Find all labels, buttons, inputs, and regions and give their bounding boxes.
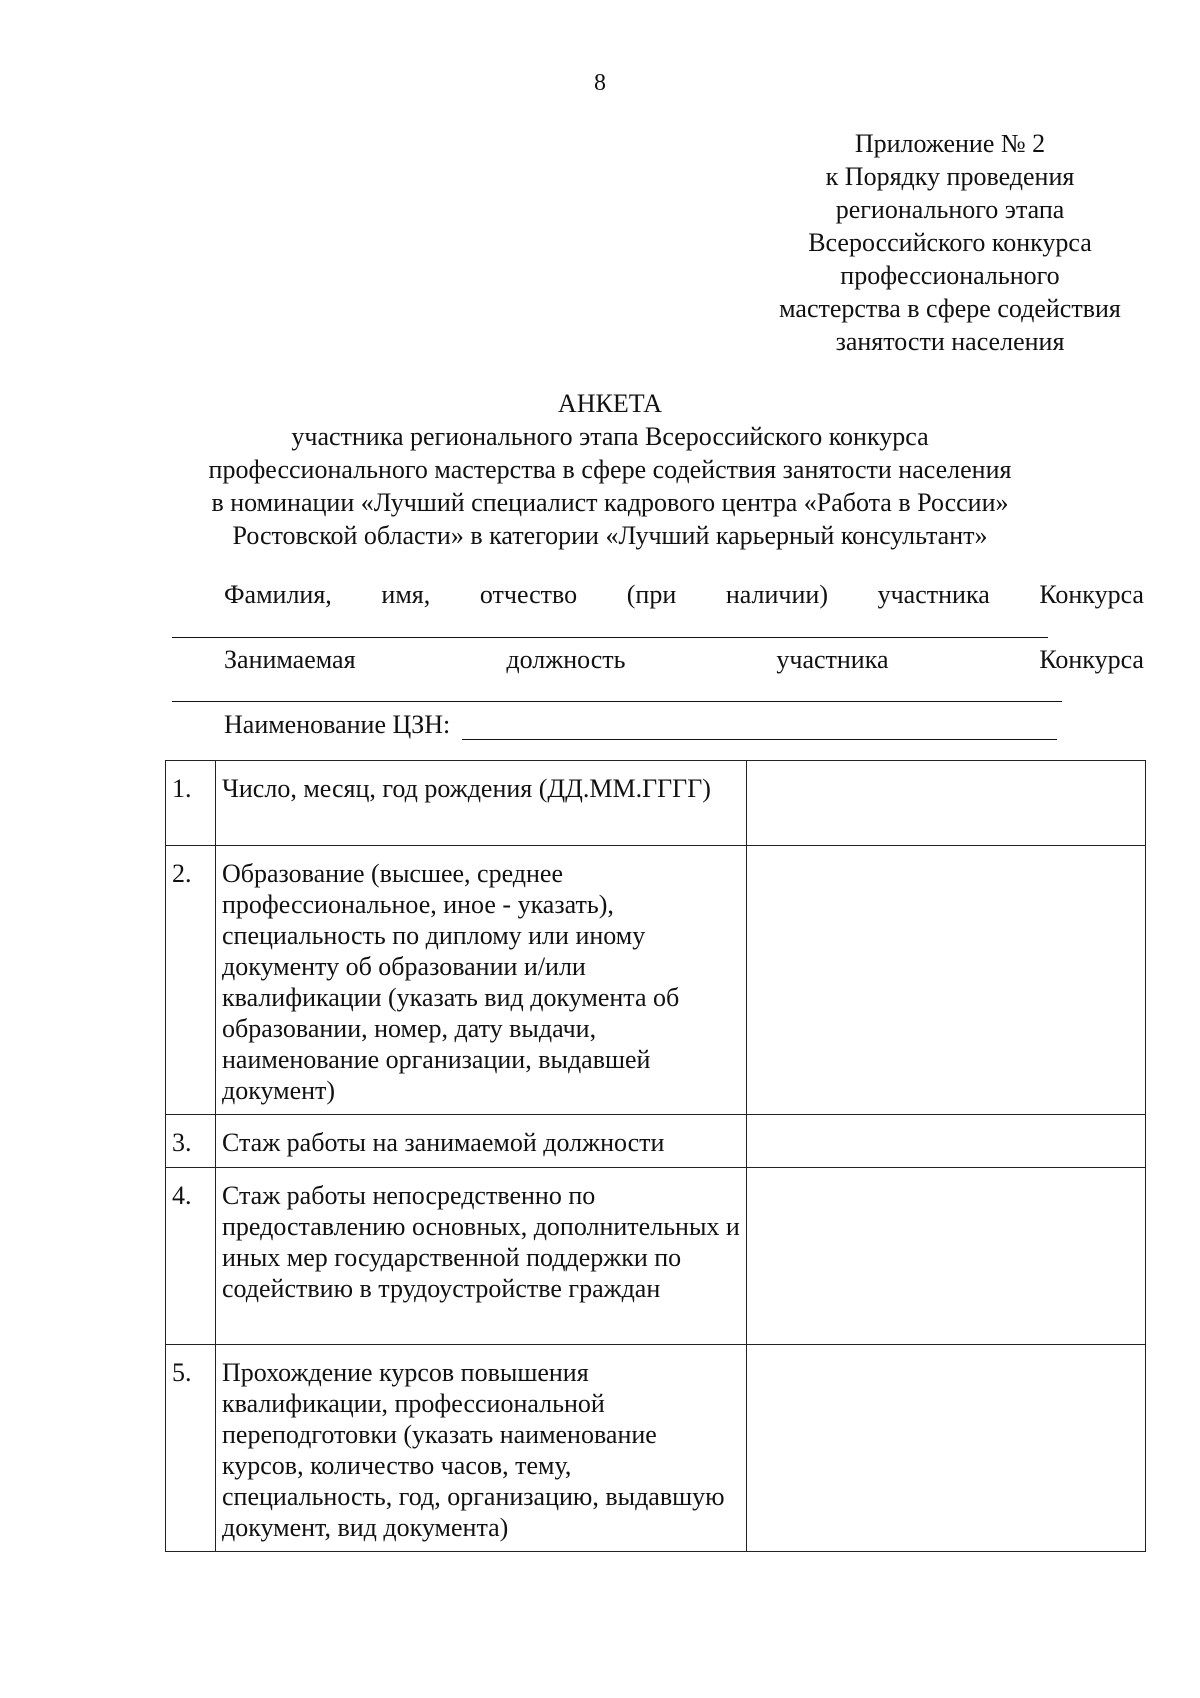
position-word: Занимаемая	[224, 645, 356, 674]
czn-field	[224, 710, 1057, 740]
row-answer-cell[interactable]	[747, 846, 1146, 1115]
appendix-line: занятости населения	[835, 327, 1065, 356]
fio-field-label	[224, 580, 1144, 610]
questionnaire-table	[165, 760, 1146, 1552]
row-question: Стаж работы непосредственно по предоставлению основных, дополнительных и иных мер государственной поддержки по содействию в трудоустройстве граждан	[216, 1168, 747, 1345]
position-field-label	[224, 645, 1144, 675]
appendix-header	[740, 127, 1160, 358]
row-question: Число, месяц, год рождения (ДД.ММ.ГГГГ)	[216, 761, 747, 846]
form-subtitle-line: участника регионального этапа Всероссийского конкурса	[291, 422, 929, 451]
table-row	[166, 1168, 1146, 1345]
form-subtitle-line: Ростовской области» в категории «Лучший карьерный консультант»	[232, 521, 988, 550]
table-row	[166, 1345, 1146, 1552]
fio-word: отчество	[479, 580, 578, 609]
fio-word: Конкурса	[1039, 580, 1144, 609]
fio-word: наличии)	[725, 580, 828, 609]
row-answer-cell[interactable]	[747, 1168, 1146, 1345]
czn-label: Наименование ЦЗН:	[224, 710, 451, 739]
position-input-line[interactable]	[172, 701, 1062, 702]
appendix-line: регионального этапа	[835, 195, 1065, 224]
row-answer-cell[interactable]	[747, 1115, 1146, 1168]
form-heading	[150, 387, 1070, 552]
row-number: 5.	[166, 1345, 216, 1552]
fio-word: имя,	[381, 580, 431, 609]
fio-word: (при	[626, 580, 677, 609]
row-question: Образование (высшее, среднее профессиональное, иное - указать), специальность по диплому или иному документу об образовании и/или квалификации (указать вид документа об образовании, номер, дату выдачи, наименование организации, выдавшей документ)	[216, 846, 747, 1115]
row-number: 3.	[166, 1115, 216, 1168]
page-number: 8	[594, 70, 606, 96]
row-number: 2.	[166, 846, 216, 1115]
appendix-line: к Порядку проведения	[825, 162, 1075, 191]
fio-input-line[interactable]	[172, 637, 1048, 638]
row-question: Стаж работы на занимаемой должности	[216, 1115, 747, 1168]
table-row	[166, 846, 1146, 1115]
row-number: 1.	[166, 761, 216, 846]
row-answer-cell[interactable]	[747, 1345, 1146, 1552]
row-answer-cell[interactable]	[747, 761, 1146, 846]
czn-input-line[interactable]	[462, 711, 1057, 740]
appendix-line: Всероссийского конкурса	[808, 228, 1092, 257]
table-row	[166, 761, 1146, 846]
appendix-line: мастерства в сфере содействия	[779, 294, 1121, 323]
table-row	[166, 1115, 1146, 1168]
fio-word: участника	[877, 580, 990, 609]
fio-word: Фамилия,	[224, 580, 332, 609]
appendix-line: профессионального	[840, 261, 1060, 290]
position-word: должность	[506, 645, 626, 674]
form-subtitle-line: профессионального мастерства в сфере содействия занятости населения	[208, 455, 1012, 484]
position-word: участника	[776, 645, 889, 674]
row-number: 4.	[166, 1168, 216, 1345]
appendix-line: Приложение № 2	[854, 129, 1046, 158]
form-title: АНКЕТА	[557, 389, 663, 418]
form-subtitle-line: в номинации «Лучший специалист кадрового центра «Работа в России»	[211, 488, 1009, 517]
row-question: Прохождение курсов повышения квалификации, профессиональной переподготовки (указать наименование курсов, количество часов, тему, специальность, год, организацию, выдавшую документ, вид документа)	[216, 1345, 747, 1552]
position-word: Конкурса	[1039, 645, 1144, 674]
